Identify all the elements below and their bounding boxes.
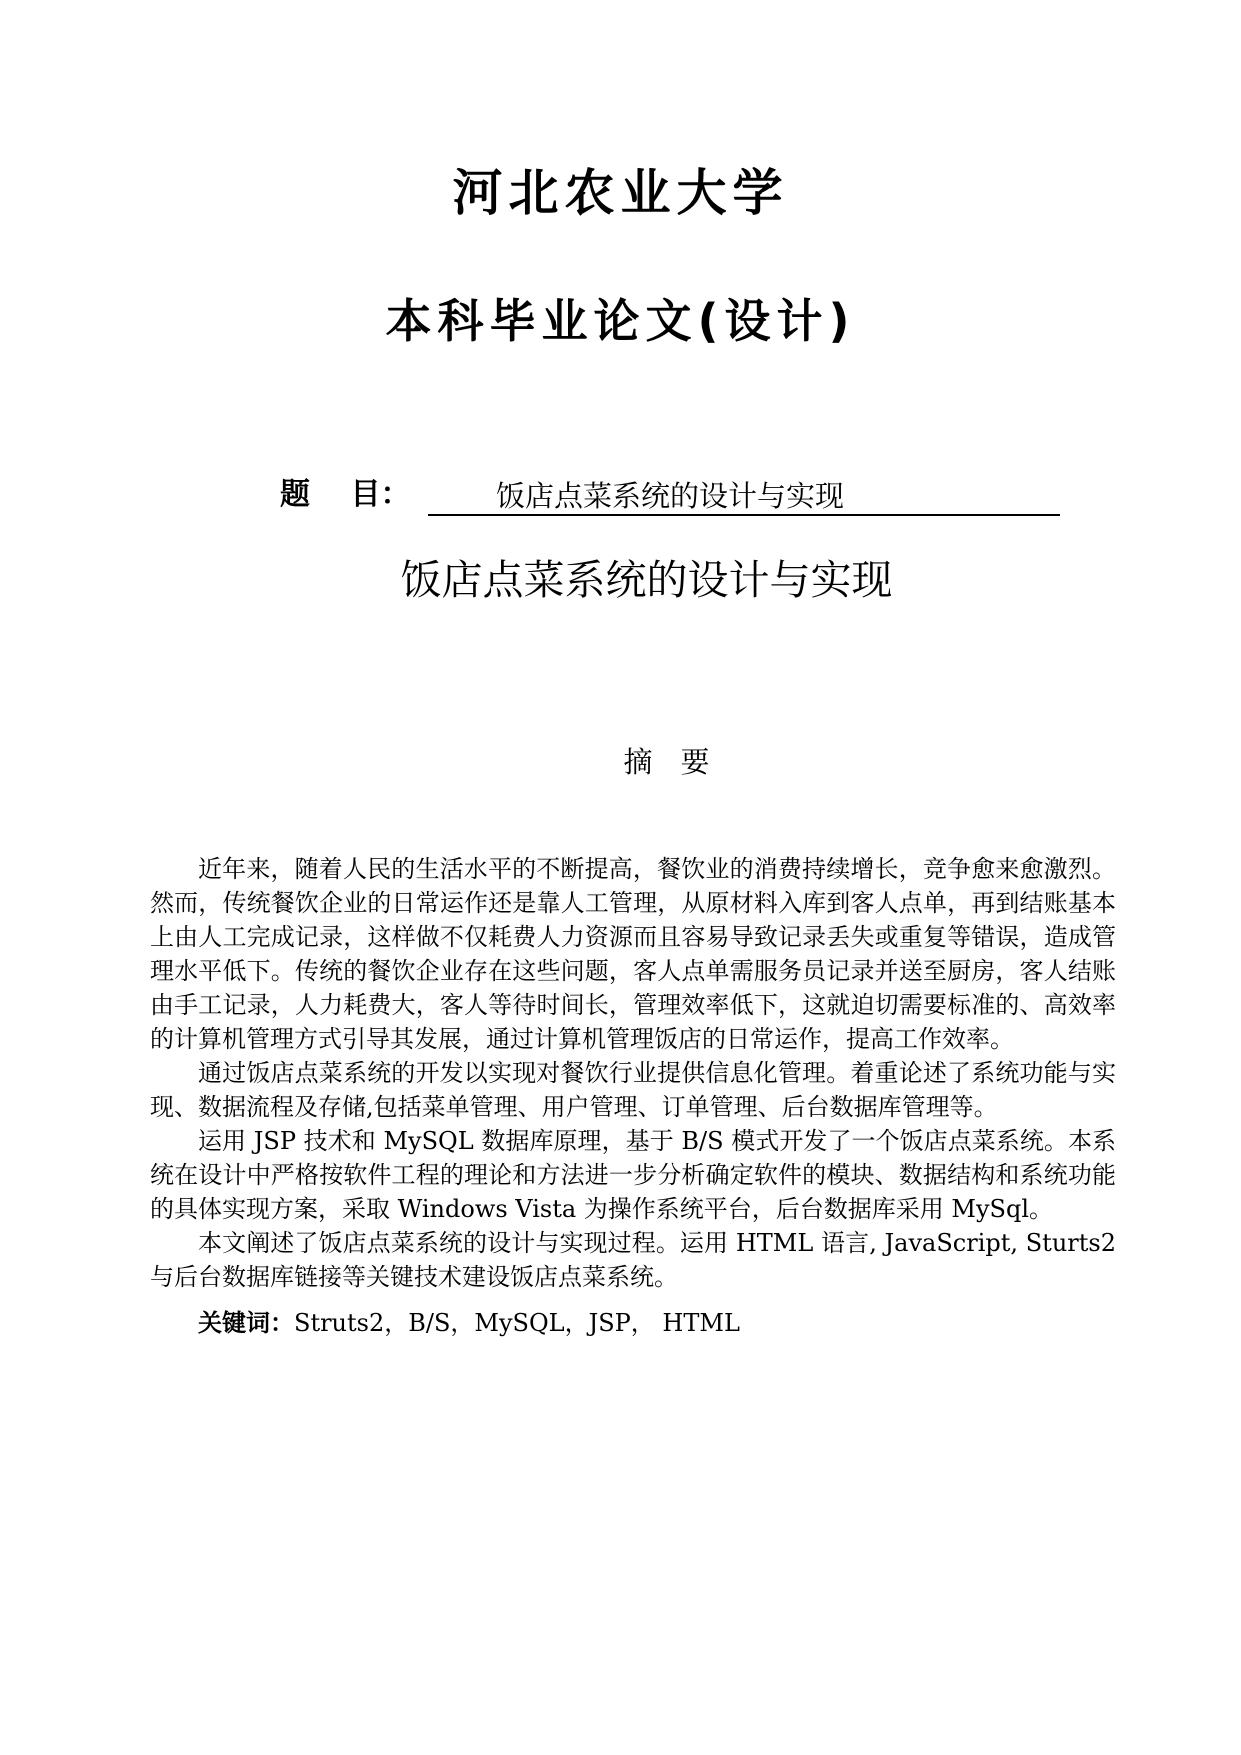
abstract-paragraph: 近年来，随着人民的生活水平的不断提高，餐饮业的消费持续增长，竞争愈来愈激烈。然而，传统餐饮企业的日常运作还是靠人工管理，从原材料入库到客人点单，再到结账基本上由人工完成记录，这样做不仅耗费人力资源而且容易导致记录丢失或重复等错误，造成管理水平低下。传统的餐饮企业存在这些问题，客人点单需服务员记录并送至厨房，客人结账由手工记录，人力耗费大，客人等待时间长，管理效率低下，这就迫切需要标准的、高效率的计算机管理方式引导其发展，通过计算机管理饭店的日常运作，提高工作效率。 [150, 855, 1116, 1053]
university-name: 河北农业大学 [452, 164, 789, 222]
title-field-value: 饭店点菜系统的设计与实现 [496, 479, 845, 513]
abstract-paragraph: 本文阐述了饭店点菜系统的设计与实现过程。运用 HTML 语言, JavaScript, Sturts2 与后台数据库链接等关键技术建设饭店点菜系统。 [150, 1229, 1116, 1291]
abstract-paragraph: 通过饭店点菜系统的开发以实现对餐饮行业提供信息化管理。着重论述了系统功能与实现、数据流程及存储,包括菜单管理、用户管理、订单管理、后台数据库管理等。 [150, 1059, 1116, 1121]
abstract-heading: 摘要 [623, 745, 738, 779]
thesis-type-heading: 本科毕业论文(设计) [385, 294, 856, 348]
title-field-label: 题 目： [280, 477, 411, 512]
main-title: 饭店点菜系统的设计与实现 [400, 556, 893, 604]
title-field [428, 476, 1060, 516]
keywords-line [198, 1306, 740, 1340]
keywords-value: Struts2，B/S，MySQL，JSP， HTML [294, 1309, 740, 1337]
keywords-label: 关键词： [198, 1309, 294, 1337]
abstract-paragraph: 运用 JSP 技术和 MySQL 数据库原理，基于 B/S 模式开发了一个饭店点菜系统。本系统在设计中严格按软件工程的理论和方法进一步分析确定软件的模块、数据结构和系统功能的具体实现方案，采取 Windows Vista 为操作系统平台，后台数据库采用 MySql。 [150, 1127, 1116, 1223]
abstract-body [150, 852, 1116, 1294]
